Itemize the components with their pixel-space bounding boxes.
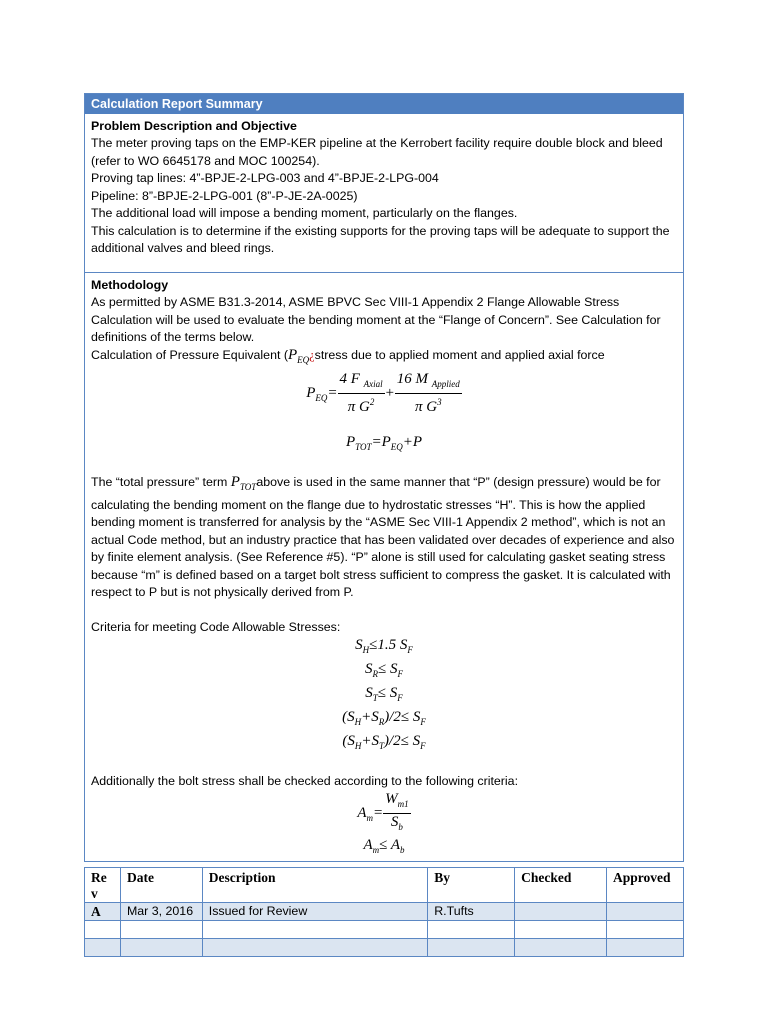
methodology-intro: As permitted by ASME B31.3-2014, ASME BPVC Sec VIII-1 Appendix 2 Flange Allowable Stress Calculation will be used to evaluate the bending moment at the “Flange of Concern”. See Calculation for definitions of the terms below.	[91, 295, 661, 344]
bolt-intro: Additionally the bolt stress shall be checked according to the following criteria:	[91, 774, 519, 788]
table-row	[85, 939, 684, 957]
criteria-equation: $S_H\le 1.5$ $S_F$	[355, 637, 413, 655]
cell-rev	[85, 939, 121, 957]
peq-equation: $P_{EQ}=$ $\frac{4 F _{Axial}}{\pi G^2}$ + $\frac{16 M _{Applied}}{\pi G^3}$	[306, 371, 460, 415]
calculation-report	[84, 93, 684, 862]
methodology-section	[85, 273, 683, 862]
cell-by	[428, 921, 515, 939]
criteria-equation: $(S_H+S_R)/2\le S_F$	[342, 709, 426, 727]
peq-line: Calculation of Pressure Equivalent ($P_{EQ}¿stress$ due to applied moment and applied axial force	[91, 346, 605, 365]
problem-section	[85, 114, 683, 273]
problem-line: The additional load will impose a bending moment, particularly on the flanges.	[91, 206, 518, 220]
criteria-equation: $(S_H+S_T)/2\le S_F$	[342, 733, 426, 751]
col-header-date: Date	[120, 868, 202, 903]
bolt-equation: $A_m\le A_b$	[363, 836, 405, 855]
cell-checked	[515, 939, 607, 957]
cell-rev: A	[85, 903, 121, 921]
cell-approved	[606, 939, 683, 957]
cell-date	[120, 921, 202, 939]
problem-line: Pipeline: 8”-BPJE-2-LPG-001 (8”-P-JE-2A-0025)	[91, 188, 358, 203]
cell-description	[202, 939, 427, 957]
problem-line: Proving tap lines: 4”-BPJE-2-LPG-003 and 4”-BPJE-2-LPG-004	[91, 171, 439, 185]
cell-checked	[515, 903, 607, 921]
table-row	[85, 903, 684, 921]
cell-date	[120, 939, 202, 957]
table-row	[85, 921, 684, 939]
ptot-equation: $P_{TOT}=P_{EQ}+P$	[345, 434, 423, 452]
cell-rev	[85, 921, 121, 939]
problem-line: This calculation is to determine if the existing supports for the proving taps will be adequate to support the additional valves and bleed rings.	[91, 223, 670, 255]
bolt-equation: $A_m=$ $\frac{W_{m1}}{S_b}$	[357, 790, 409, 832]
problem-heading: Problem Description and Objective	[91, 119, 297, 133]
col-header-by: By	[428, 868, 515, 903]
methodology-heading: Methodology	[91, 278, 169, 292]
criteria-equation: $S_R\le S_F$	[365, 661, 403, 679]
col-header-checked: Checked	[515, 868, 607, 903]
cell-approved	[606, 921, 683, 939]
revision-table	[84, 867, 684, 957]
criteria-equation: $S_T\le S_F$	[365, 685, 403, 703]
cell-description	[202, 921, 427, 939]
problem-line: The meter proving taps on the EMP-KER pipeline at the Kerrobert facility require double block and bleed (refer to WO 6645178 and MOC 100254).	[91, 136, 663, 168]
cell-by	[428, 939, 515, 957]
cell-checked	[515, 921, 607, 939]
report-title: Calculation Report Summary	[85, 94, 683, 114]
cell-date: Mar 3, 2016	[120, 903, 202, 921]
col-header-description: Description	[202, 868, 427, 903]
total-pressure-paragraph: The “total pressure” term $P_{TOT}above$ is used in the same manner that “P” (design pressure) would be for calculating the bending moment on the flange due to hydrostatic stresses “H”. This is how the applied bending moment is transferred for analysis by the “ASME Sec VIII-1 Appendix 2 method”, which is not an actual Code method, but an industry practice that has been validated over decades of experience and also by finite element analysis. (See Reference #5). “P” alone is still used for calculating gasket seating stress because “m” is defined based on a target bolt stress sufficient to compress the gasket. It is calculated with respect to P but is not physically derived from P.	[91, 474, 675, 599]
criteria-intro: Criteria for meeting Code Allowable Stresses:	[91, 619, 341, 634]
col-header-rev: Re v	[85, 868, 121, 903]
col-header-approved: Approved	[606, 868, 683, 903]
cell-approved	[606, 903, 683, 921]
cell-description: Issued for Review	[202, 903, 427, 921]
cell-by: R.Tufts	[428, 903, 515, 921]
revision-header-row	[85, 868, 684, 903]
